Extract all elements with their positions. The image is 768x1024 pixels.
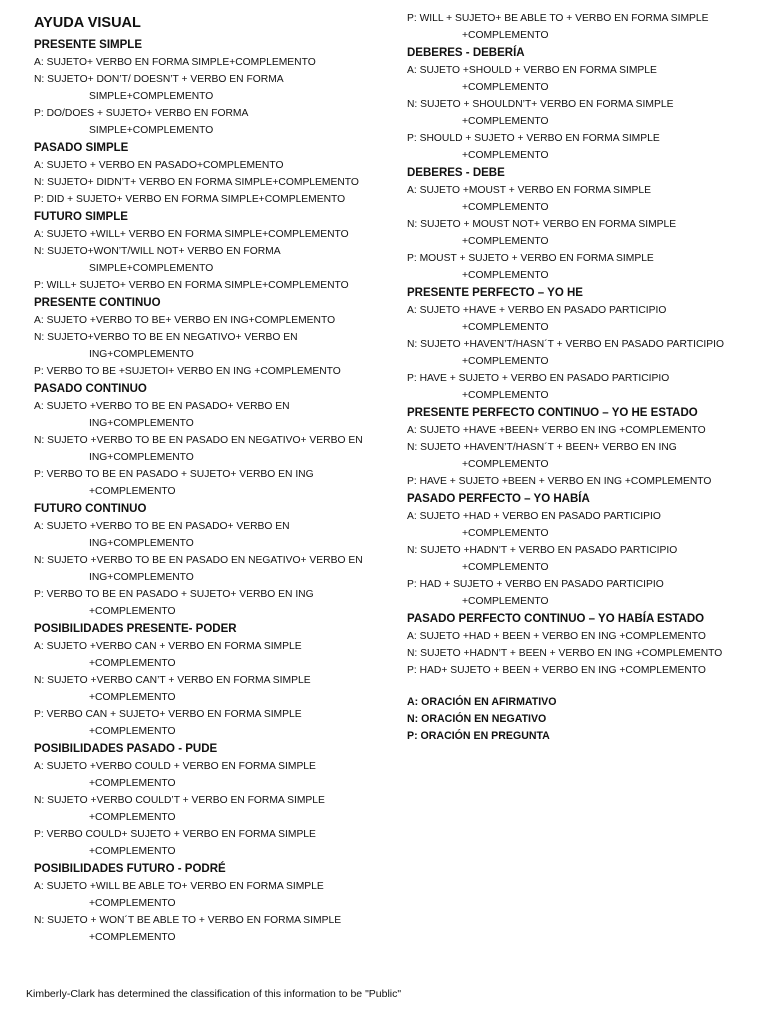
rule-line: N: SUJETO+VERBO TO BE EN NEGATIVO+ VERBO EN [34, 332, 298, 343]
rule-continuation: +COMPLEMENTO [89, 486, 176, 497]
rule-line: A: SUJETO + VERBO EN PASADO+COMPLEMENTO [34, 160, 284, 171]
rule-line: N: SUJETO + WON´T BE ABLE TO + VERBO EN FORMA SIMPLE [34, 915, 342, 926]
rule-continuation: +COMPLEMENTO [462, 202, 549, 213]
legend-item: N: ORACIÓN EN NEGATIVO [407, 713, 547, 725]
section-heading: POSIBILIDADES FUTURO - PODRÉ [34, 863, 226, 875]
rule-continuation: +COMPLEMENTO [462, 459, 549, 470]
rule-continuation: +COMPLEMENTO [89, 898, 176, 909]
rule-continuation: +COMPLEMENTO [462, 236, 549, 247]
classification-footer: Kimberly-Clark has determined the classification of this information to be "Public" [26, 988, 402, 1000]
rule-continuation: ING+COMPLEMENTO [89, 349, 194, 360]
rule-continuation: +COMPLEMENTO [462, 150, 549, 161]
rule-line: P: VERBO CAN + SUJETO+ VERBO EN FORMA SIMPLE [34, 709, 302, 720]
rule-line: P: HAD + SUJETO + VERBO EN PASADO PARTICIPIO [407, 579, 664, 590]
rule-continuation: ING+COMPLEMENTO [89, 572, 194, 583]
rule-line: N: SUJETO +HADN’T + VERBO EN PASADO PARTICIPIO [407, 545, 678, 556]
rule-line: A: SUJETO +WILL BE ABLE TO+ VERBO EN FORMA SIMPLE [34, 881, 324, 892]
rule-line: N: SUJETO+ DIDN’T+ VERBO EN FORMA SIMPLE+COMPLEMENTO [34, 177, 359, 188]
rule-continuation: SIMPLE+COMPLEMENTO [89, 91, 214, 102]
rule-continuation: +COMPLEMENTO [89, 778, 176, 789]
rule-line: P: VERBO COULD+ SUJETO + VERBO EN FORMA SIMPLE [34, 829, 316, 840]
rule-line: N: SUJETO +HAVEN’T/HASN´T + BEEN+ VERBO EN ING [407, 442, 677, 453]
rule-continuation: +COMPLEMENTO [89, 932, 176, 943]
rule-line: A: SUJETO +HAVE + VERBO EN PASADO PARTICIPIO [407, 305, 667, 316]
rule-continuation: SIMPLE+COMPLEMENTO [89, 263, 214, 274]
rule-continuation: +COMPLEMENTO [462, 528, 549, 539]
rule-line: N: SUJETO + MOUST NOT+ VERBO EN FORMA SIMPLE [407, 219, 677, 230]
rule-line: P: HAVE + SUJETO +BEEN + VERBO EN ING +COMPLEMENTO [407, 476, 712, 487]
rule-line: A: SUJETO +WILL+ VERBO EN FORMA SIMPLE+COMPLEMENTO [34, 229, 349, 240]
rule-line: P: HAVE + SUJETO + VERBO EN PASADO PARTICIPIO [407, 373, 670, 384]
rule-continuation: +COMPLEMENTO [462, 596, 549, 607]
rule-continuation: +COMPLEMENTO [462, 30, 549, 41]
legend-item: P: ORACIÓN EN PREGUNTA [407, 730, 550, 742]
rule-continuation: +COMPLEMENTO [462, 322, 549, 333]
rule-line: N: SUJETO +VERBO TO BE EN PASADO EN NEGATIVO+ VERBO EN [34, 435, 363, 446]
rule-continuation: ING+COMPLEMENTO [89, 538, 194, 549]
section-heading: PASADO PERFECTO CONTINUO – YO HABÍA ESTADO [407, 613, 705, 625]
section-heading: PASADO CONTINUO [34, 383, 147, 395]
page-title: AYUDA VISUAL [34, 15, 141, 31]
rule-continuation: +COMPLEMENTO [89, 726, 176, 737]
rule-line: A: SUJETO +HAD + BEEN + VERBO EN ING +COMPLEMENTO [407, 631, 706, 642]
section-heading: POSIBILIDADES PASADO - PUDE [34, 743, 218, 755]
rule-line: N: SUJETO +VERBO CAN’T + VERBO EN FORMA SIMPLE [34, 675, 311, 686]
rule-line: N: SUJETO +HADN’T + BEEN + VERBO EN ING +COMPLEMENTO [407, 648, 723, 659]
section-heading: PRESENTE CONTINUO [34, 297, 161, 309]
section-heading: PASADO PERFECTO – YO HABÍA [407, 493, 590, 505]
rule-continuation: +COMPLEMENTO [462, 562, 549, 573]
rule-continuation: SIMPLE+COMPLEMENTO [89, 125, 214, 136]
rule-line: N: SUJETO +VERBO TO BE EN PASADO EN NEGATIVO+ VERBO EN [34, 555, 363, 566]
section-heading: PRESENTE SIMPLE [34, 39, 142, 51]
rule-continuation: +COMPLEMENTO [462, 356, 549, 367]
rule-line: N: SUJETO+ DON’T/ DOESN’T + VERBO EN FORMA [34, 74, 284, 85]
rule-continuation: ING+COMPLEMENTO [89, 452, 194, 463]
legend [407, 694, 752, 745]
rule-line: A: SUJETO +VERBO COULD + VERBO EN FORMA SIMPLE [34, 761, 316, 772]
rule-line: N: SUJETO+WON’T/WILL NOT+ VERBO EN FORMA [34, 246, 281, 257]
rule-line: A: SUJETO+ VERBO EN FORMA SIMPLE+COMPLEMENTO [34, 57, 316, 68]
rule-line: A: SUJETO +HAVE +BEEN+ VERBO EN ING +COMPLEMENTO [407, 425, 706, 436]
rule-line: P: VERBO TO BE EN PASADO + SUJETO+ VERBO EN ING [34, 469, 314, 480]
rule-continuation: +COMPLEMENTO [89, 812, 176, 823]
left-column [34, 10, 379, 946]
rule-line: N: SUJETO + SHOULDN’T+ VERBO EN FORMA SIMPLE [407, 99, 674, 110]
rule-line: A: SUJETO +MOUST + VERBO EN FORMA SIMPLE [407, 185, 651, 196]
rule-continuation: +COMPLEMENTO [462, 116, 549, 127]
rule-continuation: +COMPLEMENTO [89, 846, 176, 857]
rule-line: A: SUJETO +VERBO TO BE+ VERBO EN ING+COMPLEMENTO [34, 315, 336, 326]
section-heading: PRESENTE PERFECTO CONTINUO – YO HE ESTADO [407, 407, 698, 419]
rule-continuation: +COMPLEMENTO [462, 270, 549, 281]
rule-line: P: VERBO TO BE +SUJETOI+ VERBO EN ING +COMPLEMENTO [34, 366, 341, 377]
rule-continuation: +COMPLEMENTO [462, 390, 549, 401]
section-heading: DEBERES - DEBERÍA [407, 47, 525, 59]
section-heading: PRESENTE PERFECTO – YO HE [407, 287, 583, 299]
rule-line: A: SUJETO +SHOULD + VERBO EN FORMA SIMPLE [407, 65, 657, 76]
section-heading: DEBERES - DEBE [407, 167, 505, 179]
rule-line: P: DO/DOES + SUJETO+ VERBO EN FORMA [34, 108, 249, 119]
rule-line: A: SUJETO +HAD + VERBO EN PASADO PARTICIPIO [407, 511, 661, 522]
right-column [407, 10, 752, 745]
rule-continuation: ING+COMPLEMENTO [89, 418, 194, 429]
rule-line: P: WILL+ SUJETO+ VERBO EN FORMA SIMPLE+COMPLEMENTO [34, 280, 349, 291]
rule-line: A: SUJETO +VERBO TO BE EN PASADO+ VERBO EN [34, 521, 290, 532]
rule-line: P: DID + SUJETO+ VERBO EN FORMA SIMPLE+COMPLEMENTO [34, 194, 346, 205]
rule-line: P: SHOULD + SUJETO + VERBO EN FORMA SIMPLE [407, 133, 660, 144]
rule-line: P: WILL + SUJETO+ BE ABLE TO + VERBO EN FORMA SIMPLE [407, 13, 709, 24]
rule-continuation: +COMPLEMENTO [89, 692, 176, 703]
rule-line: P: HAD+ SUJETO + BEEN + VERBO EN ING +COMPLEMENTO [407, 665, 706, 676]
section-heading: PASADO SIMPLE [34, 142, 129, 154]
rule-line: N: SUJETO +VERBO COULD’T + VERBO EN FORMA SIMPLE [34, 795, 325, 806]
section-heading: POSIBILIDADES PRESENTE- PODER [34, 623, 237, 635]
rule-line: P: VERBO TO BE EN PASADO + SUJETO+ VERBO EN ING [34, 589, 314, 600]
legend-item: A: ORACIÓN EN AFIRMATIVO [407, 696, 557, 708]
rule-continuation: +COMPLEMENTO [462, 82, 549, 93]
rule-line: A: SUJETO +VERBO CAN + VERBO EN FORMA SIMPLE [34, 641, 302, 652]
rule-line: N: SUJETO +HAVEN’T/HASN´T + VERBO EN PASADO PARTICIPIO [407, 339, 724, 350]
rule-line: P: MOUST + SUJETO + VERBO EN FORMA SIMPLE [407, 253, 654, 264]
section-heading: FUTURO SIMPLE [34, 211, 128, 223]
rule-continuation: +COMPLEMENTO [89, 606, 176, 617]
rule-line: A: SUJETO +VERBO TO BE EN PASADO+ VERBO EN [34, 401, 290, 412]
section-heading: FUTURO CONTINUO [34, 503, 147, 515]
rule-continuation: +COMPLEMENTO [89, 658, 176, 669]
